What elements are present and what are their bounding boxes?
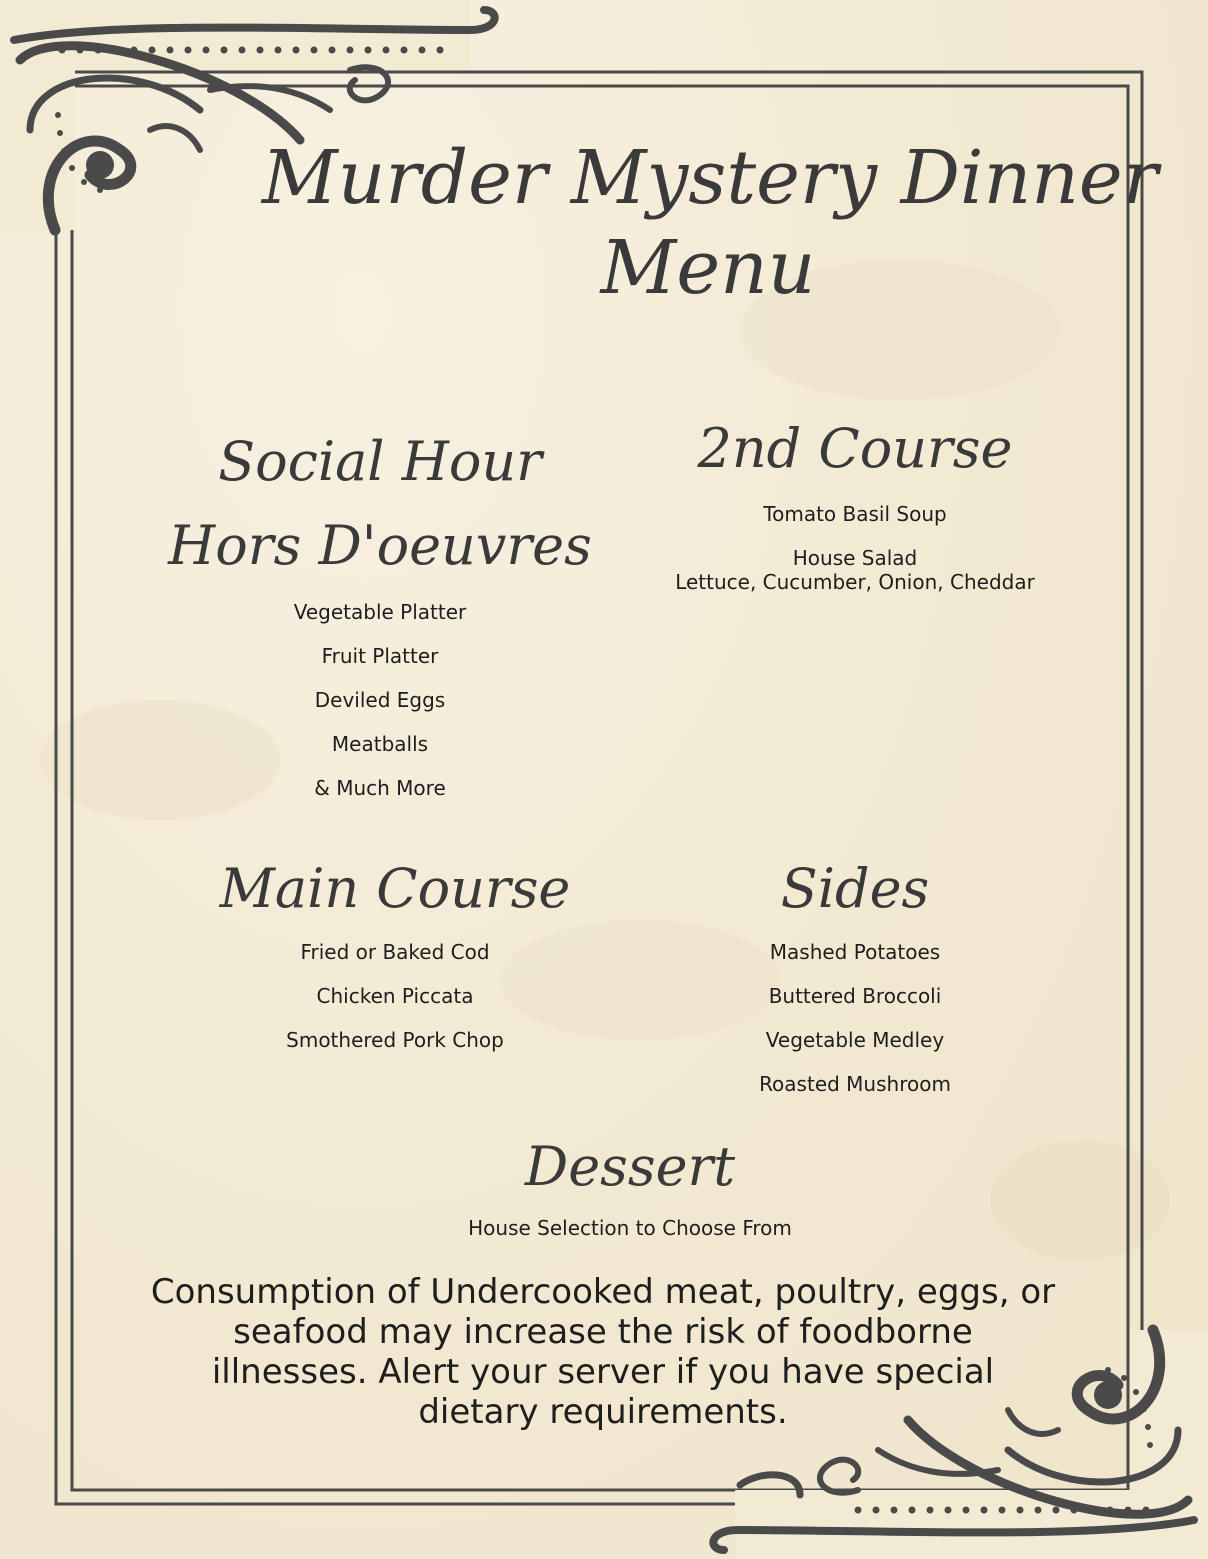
menu-item: & Much More <box>314 776 446 800</box>
section-heading: Main Course <box>219 857 571 920</box>
menu-title-line1: Murder Mystery Dinner <box>261 135 1159 221</box>
menu-item-list <box>650 930 1060 1106</box>
menu-item: Fruit Platter <box>321 644 439 668</box>
menu-item: Vegetable Platter <box>293 600 467 624</box>
section-subheading: Hors D'oeuvres <box>168 514 592 577</box>
menu-item: Fried or Baked Cod <box>300 940 490 964</box>
main-course-section <box>180 848 610 1062</box>
second-course-section <box>650 408 1060 614</box>
menu-item: Smothered Pork Chop <box>286 1028 504 1052</box>
section-heading: 2nd Course <box>697 417 1013 480</box>
dessert-section <box>380 1126 880 1248</box>
menu-item <box>650 502 1060 526</box>
sides-section <box>650 848 1060 1106</box>
menu-title-line2: Menu <box>600 225 816 311</box>
menu-item-list <box>380 1208 880 1248</box>
menu-item: Deviled Eggs <box>314 688 446 712</box>
social-hour-section <box>160 420 600 810</box>
menu-item-list <box>160 590 600 810</box>
menu-item-name: Tomato Basil Soup <box>763 502 947 526</box>
menu-item-list <box>650 502 1060 594</box>
food-safety-notice: Consumption of Undercooked meat, poultry, eggs, or seafood may increase the risk of foodborne illnesses. Alert your server if you have special dietary requirements. <box>150 1272 1056 1432</box>
menu-item: Meatballs <box>331 732 429 756</box>
menu-item: Buttered Broccoli <box>768 984 942 1008</box>
menu-item: House Selection to Choose From <box>468 1216 792 1240</box>
section-heading: Dessert <box>524 1135 736 1198</box>
menu-item: Roasted Mushroom <box>759 1072 951 1096</box>
menu-item-list <box>180 930 610 1062</box>
menu-item: Vegetable Medley <box>765 1028 945 1052</box>
section-heading: Sides <box>780 857 930 920</box>
menu-item-detail: Lettuce, Cucumber, Onion, Cheddar <box>675 570 1035 594</box>
section-heading: Social Hour <box>218 430 542 493</box>
menu-item: Chicken Piccata <box>316 984 474 1008</box>
menu-item-name: House Salad <box>792 546 918 570</box>
menu-item: Mashed Potatoes <box>769 940 941 964</box>
menu-item <box>650 546 1060 594</box>
